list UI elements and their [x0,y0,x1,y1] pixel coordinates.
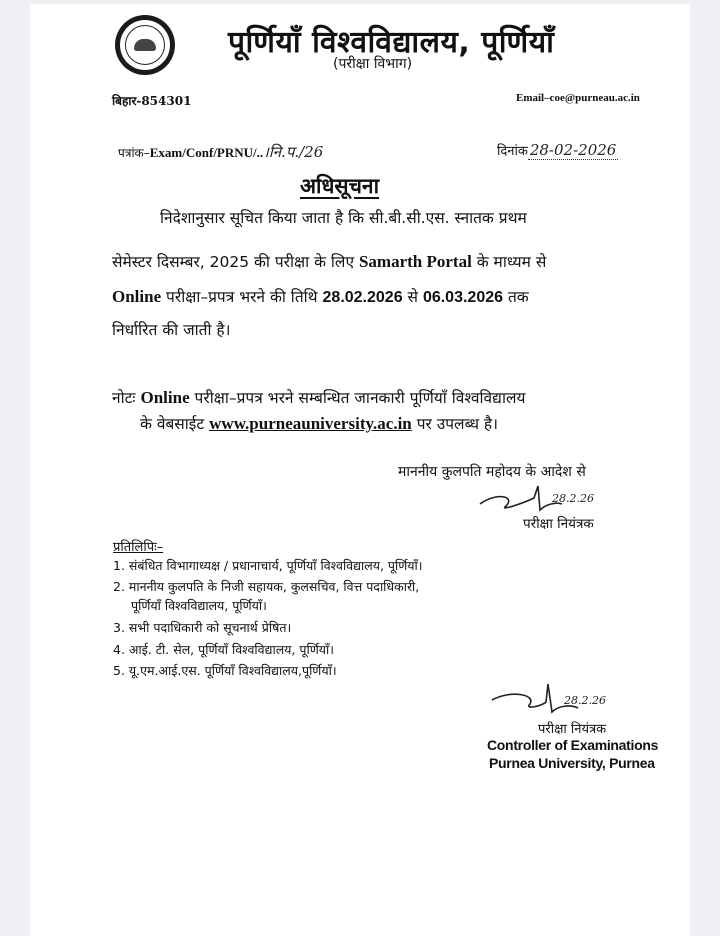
letter-number-label: पत्रांक– [118,146,150,160]
stamp-date: 28.2.26 [564,694,606,707]
note-line-2 [140,412,498,434]
stamp-university: Purnea University, Purnea [489,755,655,771]
copy-item: 3. सभी पदाधिकारी को सूचनार्थ प्रेषित। [113,620,292,635]
date-label: दिनांक [497,144,528,159]
note-online: Online [140,388,190,407]
copy-item: 4. आई. टी. सेल, पूर्णियाँ विश्वविद्यालय, पूर्णियाँ। [113,642,334,657]
controller-designation: परीक्षा नियंत्रक [523,516,594,532]
note-text: पर उपलब्ध है। [411,415,499,433]
body-text: से [402,288,423,306]
copy-item: 1. संबंधित विभागाध्यक्ष / प्रधानाचार्य, पूर्णियाँ विश्वविद्यालय, पूर्णियाँ। [113,558,423,573]
body-line-2 [112,250,546,272]
end-date: 06.03.2026 [422,289,504,306]
note-prefix: नोटः [112,389,141,407]
start-date: 28.02.2026 [322,289,403,306]
email-address: Email–coe@purneau.ac.in [516,92,640,104]
university-title: पूर्णियाँ विश्वविद्यालय, पूर्णियाँ [228,25,555,60]
copy-item: 5. यू.एम.आई.एस. पूर्णियाँ विश्वविद्यालय,पूर्णियाँ। [113,663,337,678]
letter-number-prefix: Exam/Conf/PRNU/.. [149,145,264,160]
stamp-designation-hindi: परीक्षा नियंत्रक [538,722,607,737]
portal-name: Samarth Portal [358,252,472,271]
website-link[interactable]: www.purneauniversity.ac.in [209,414,412,433]
online-label: Online [112,287,162,306]
letter-number [118,142,323,162]
note-text: परीक्षा–प्रपत्र भरने सम्बन्धित जानकारी पूर्णियाँ विश्वविद्यालय [189,389,526,407]
order-authority: माननीय कुलपति महोदय के आदेश से [398,464,586,480]
note-line-1 [112,386,525,408]
department-subtitle: (परीक्षा विभाग) [333,56,413,72]
stamp-designation-english: Controller of Examinations [487,737,659,753]
note-text: के वेबसाईट [140,415,210,433]
body-text: सेमेस्टर दिसम्बर, 2025 की परीक्षा के लिए [112,253,359,271]
body-line-4: निर्धारित की जाती है। [112,321,231,339]
body-line-1: निदेशानुसार सूचित किया जाता है कि सी.बी.सी.एस. स्नातक प्रथम [160,209,527,227]
copies-title: प्रतिलिपिः– [113,540,164,555]
body-line-3 [112,285,529,307]
university-seal-icon [115,15,175,75]
copy-item: 2. माननीय कुलपति के निजी सहायक, कुलसचिव, वित्त पदाधिकारी, [113,579,420,594]
copy-item-continued: पूर्णियाँ विश्वविद्यालय, पूर्णियाँ। [131,598,267,613]
letter-number-handwritten: ।नि.प./26 [263,143,324,161]
body-text: परीक्षा–प्रपत्र भरने की तिथि [161,288,323,306]
signature-date: 28.2.26 [552,492,594,505]
date-handwritten: 28-02-2026 [529,141,617,159]
body-text: तक [503,288,529,306]
date-line [497,141,618,159]
notice-heading: अधिसूचना [300,174,380,198]
address-pin: बिहार-854301 [112,94,192,108]
body-text: के माध्यम से [471,253,547,271]
